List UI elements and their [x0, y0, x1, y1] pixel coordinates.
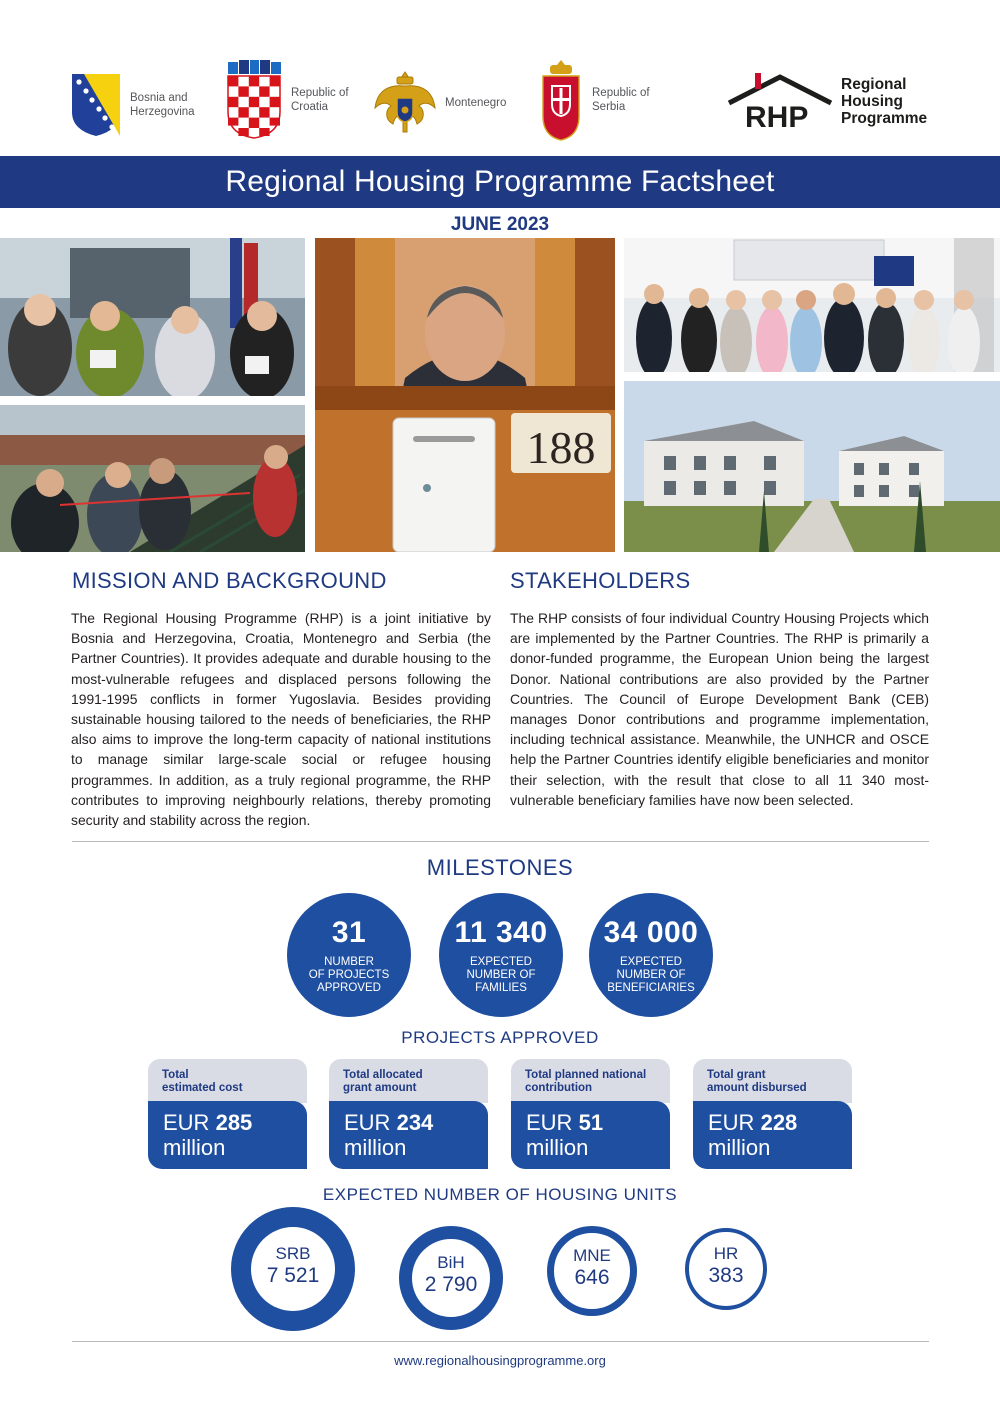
card-unit: million	[344, 1135, 407, 1160]
bih-shield-icon	[70, 72, 122, 138]
housing-title: EXPECTED NUMBER OF HOUSING UNITS	[322, 1185, 678, 1204]
card-currency: EUR	[526, 1110, 573, 1135]
milestone-value: 31	[331, 916, 367, 949]
stakeholders-text: The RHP consists of four individual Country Housing Projects which are implemented by the Partner Countries. The RHP is primarily a donor-funded programme, the European Union being the largest Donor. National contributions are also provided by the Partner Countries. The Council of Europe Development Bank (CEB) manages Donor contributions and programme implementation, including technical assistance. Meanwhile, the UNHCR and OSCE help the Partner Countries identify eligible beneficiaries and monitor their selection, with the result that close to all 11 340 most-vulnerable beneficiary families have now been selected.	[510, 610, 929, 808]
card-amount: 51	[578, 1110, 604, 1135]
housing-code: MNE	[573, 1246, 611, 1265]
partner-montenegro	[373, 68, 506, 138]
card-unit: million	[163, 1135, 226, 1160]
photo-new-buildings	[624, 381, 1000, 552]
partner-label: Republic of Croatia	[291, 87, 349, 113]
housing-value: 646	[574, 1266, 610, 1289]
serbia-coat-of-arms-icon	[538, 58, 584, 142]
montenegro-coat-of-arms-icon	[373, 68, 437, 138]
issue-date: JUNE 2023	[450, 214, 550, 235]
housing-code: SRB	[275, 1244, 311, 1263]
housing-value: 2 790	[424, 1273, 478, 1296]
card-amount: 285	[215, 1110, 253, 1135]
card-label: Total planned national contribution	[525, 1069, 647, 1094]
partner-bih	[70, 72, 195, 138]
photo-woman-mailbox	[315, 238, 615, 552]
milestones-title: MILESTONES	[426, 855, 574, 880]
partner-logos	[0, 55, 1000, 145]
brand-name: Regional Housing Programme	[841, 75, 928, 127]
croatia-coat-of-arms-icon	[225, 60, 283, 140]
housing-ring-mne	[547, 1226, 637, 1316]
milestone-projects	[287, 893, 411, 1017]
projects-title: PROJECTS APPROVED	[401, 1028, 599, 1047]
partner-croatia	[225, 60, 349, 140]
house-roof-icon	[727, 71, 833, 131]
mission-title: MISSION AND BACKGROUND	[72, 568, 387, 593]
stakeholders-title: STAKEHOLDERS	[510, 568, 691, 593]
housing-code: HR	[713, 1244, 739, 1263]
card-estimated-cost	[148, 1059, 307, 1169]
partner-label: Republic of Serbia	[592, 87, 650, 113]
milestone-beneficiaries	[589, 893, 713, 1017]
photo-ribbon-cutting	[0, 405, 305, 552]
page-title: Regional Housing Programme Factsheet	[225, 165, 775, 198]
card-unit: million	[526, 1135, 589, 1160]
footer-divider	[72, 1341, 929, 1342]
divider	[72, 841, 929, 842]
housing-ring-hr	[685, 1228, 767, 1310]
card-amount: 228	[760, 1110, 798, 1135]
milestone-label: EXPECTED NUMBER OF BENEFICIARIES	[607, 956, 695, 994]
milestone-value: 34 000	[603, 916, 699, 949]
card-currency: EUR	[163, 1110, 210, 1135]
housing-value: 7 521	[266, 1264, 320, 1287]
card-national-contribution	[511, 1059, 670, 1169]
card-currency: EUR	[344, 1110, 391, 1135]
card-grant-disbursed	[693, 1059, 852, 1169]
photo-officials-group	[624, 238, 1000, 372]
partner-label: Montenegro	[445, 97, 507, 109]
photo-beneficiaries-group	[0, 238, 305, 396]
title-band	[0, 156, 1000, 208]
card-label: Total allocated grant amount	[343, 1069, 423, 1094]
mission-text: The Regional Housing Programme (RHP) is a joint initiative by Bosnia and Herzegovina, Croatia, Montenegro and Serbia (the Partner Countries). It provides adequate and durable housing to the most-vulnerable refugees and displaced persons following the 1991-1995 conflicts in former Yugoslavia. Besides providing sustainable housing tailored to the needs of beneficiaries, the RHP also aims to improve the long-term capacity of national institutions to manage similar large-scale social or refugee housing programmes. In addition, as a truly regional programme, the RHP contributes to improving neighbourly relations, thereby promoting security and stability across the region.	[71, 610, 491, 829]
card-amount: 234	[396, 1110, 434, 1135]
partner-label: Bosnia and Herzegovina	[130, 92, 195, 118]
card-unit: million	[708, 1135, 771, 1160]
house-number-plate: 188	[526, 422, 596, 473]
card-label: Total estimated cost	[162, 1069, 243, 1094]
milestone-families	[439, 893, 563, 1017]
card-currency: EUR	[708, 1110, 755, 1135]
housing-value: 383	[708, 1264, 744, 1287]
housing-ring-bih	[399, 1226, 503, 1330]
milestone-label: EXPECTED NUMBER OF FAMILIES	[466, 956, 536, 994]
rhp-logo	[727, 71, 927, 131]
rhp-logo-letters: RHP	[745, 101, 809, 131]
milestone-value: 11 340	[454, 916, 548, 949]
housing-ring-srb	[231, 1207, 355, 1331]
footer-url[interactable]: www.regionalhousingprogramme.org	[394, 1353, 606, 1368]
milestone-label: NUMBER OF PROJECTS APPROVED	[308, 956, 390, 994]
card-allocated-grant	[329, 1059, 488, 1169]
card-label: Total grant amount disbursed	[707, 1069, 807, 1094]
partner-serbia	[538, 58, 650, 142]
housing-code: BiH	[437, 1253, 465, 1272]
